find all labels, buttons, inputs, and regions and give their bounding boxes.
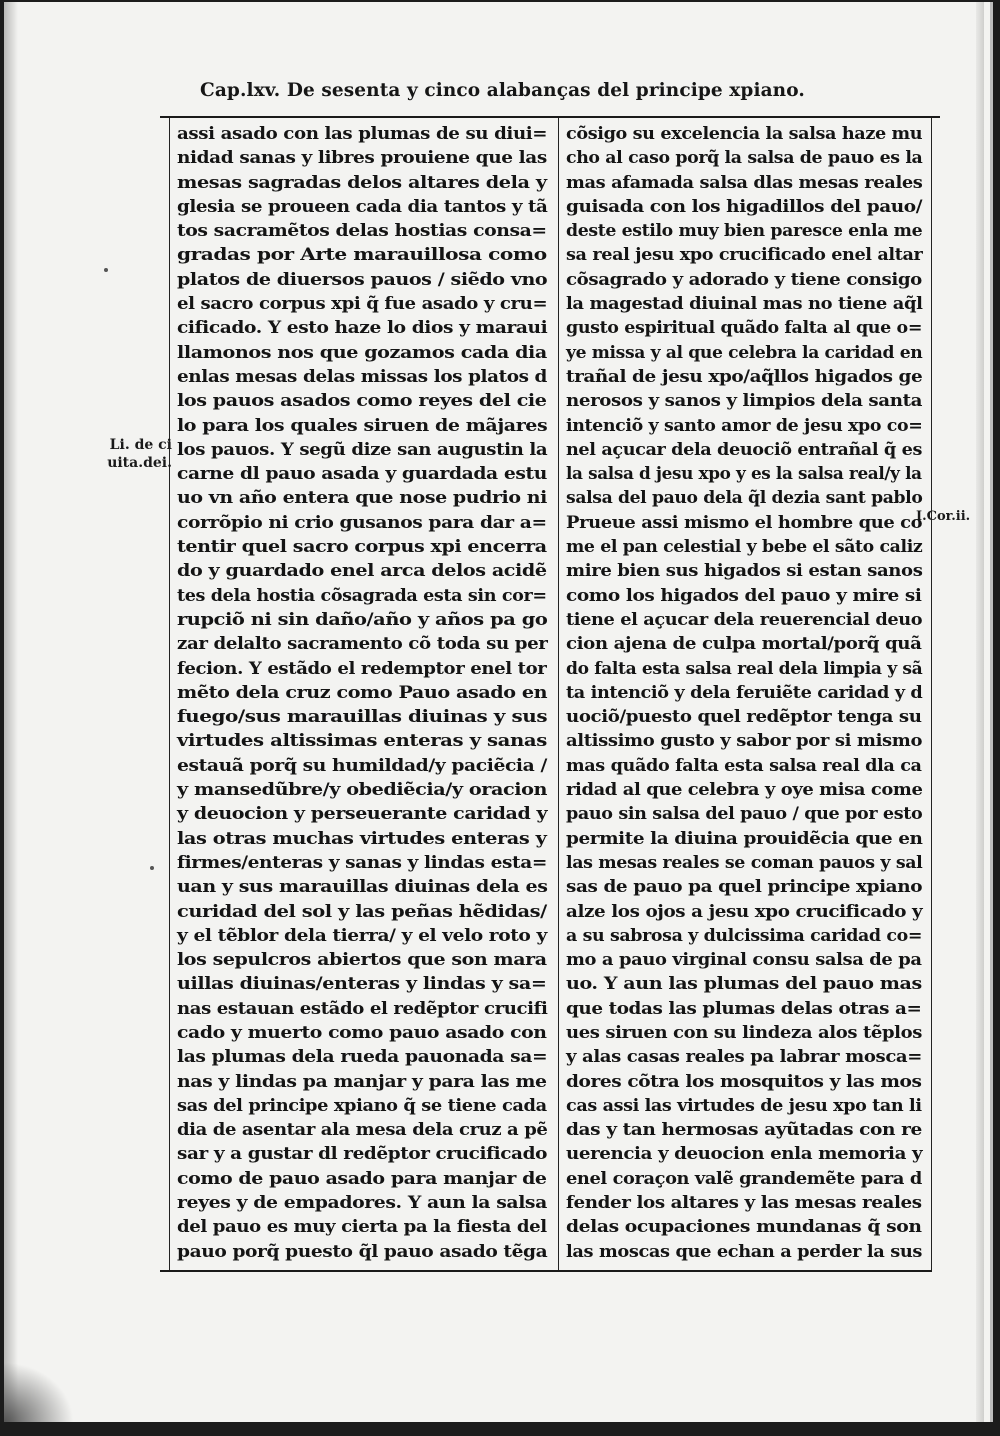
text-line: cificado. Y esto haze lo dios y maraui bbox=[177, 318, 548, 338]
text-line: y deuocion y perseuerante caridad y bbox=[177, 804, 548, 824]
ink-speck bbox=[150, 866, 154, 870]
text-line: mesas sagradas delos altares dela y bbox=[177, 172, 547, 192]
text-line: curidad del sol y las peñas hẽdidas/ bbox=[177, 901, 547, 921]
text-line: ridad al que celebra y oye misa come bbox=[566, 780, 923, 800]
text-line: la magestad diuinal mas no tiene aq̃l bbox=[566, 294, 923, 314]
text-line: das y tan hermosas ayũtadas con re bbox=[566, 1120, 922, 1140]
text-line: uerencia y deuocion enla memoria y bbox=[566, 1144, 923, 1164]
text-line: que todas las plumas delas otras a= bbox=[566, 998, 922, 1018]
text-line: permite la diuina prouidẽcia que en bbox=[566, 828, 923, 848]
right-text-column bbox=[566, 122, 922, 1264]
text-line: nerosos y sanos y limpios dela santa bbox=[566, 391, 923, 411]
text-line: sas del principe xpiano q̃ se tiene cada bbox=[177, 1095, 547, 1115]
text-line: ye missa y al que celebra la caridad en bbox=[566, 342, 923, 362]
text-line: sas de pauo pa quel principe xpiano bbox=[566, 877, 923, 897]
margin-note-right bbox=[916, 508, 990, 526]
text-line: do y guardado enel arca delos acidẽ bbox=[177, 561, 547, 581]
text-line: mas afamada salsa dlas mesas reales bbox=[566, 172, 923, 192]
text-line: las plumas dela rueda pauonada sa= bbox=[177, 1047, 548, 1067]
margin-note-line: Li. de ci bbox=[109, 437, 172, 453]
thumb-shadow bbox=[4, 1362, 74, 1422]
left-text-column bbox=[177, 122, 547, 1264]
text-line: cas assi las virtudes de jesu xpo tan li bbox=[566, 1095, 922, 1115]
text-line: sar y a gustar dl redẽptor crucificado bbox=[177, 1144, 547, 1164]
text-line: a su sabrosa y dulcissima caridad co= bbox=[566, 925, 923, 945]
text-line: lo para los quales siruen de mãjares bbox=[177, 415, 548, 435]
text-line: salsa del pauo dela q̃l dezia sant pablo bbox=[566, 488, 923, 508]
ink-speck bbox=[104, 268, 108, 272]
margin-note-line: uita.dei. bbox=[107, 455, 172, 471]
text-line: dores cõtra los mosquitos y las mos bbox=[566, 1071, 922, 1091]
text-line: tes dela hostia cõsagrada esta sin cor= bbox=[177, 585, 547, 605]
text-line: platos de diuersos pauos / siẽdo vno bbox=[177, 269, 548, 289]
text-line: uociõ/puesto quel redẽptor tenga su bbox=[566, 707, 922, 727]
text-line: uillas diuinas/enteras y lindas y sa= bbox=[177, 974, 547, 994]
text-line: los sepulcros abiertos que son mara bbox=[177, 950, 547, 970]
text-line: delas ocupaciones mundanas q̃ son bbox=[566, 1217, 922, 1237]
text-line: dia de asentar ala mesa dela cruz a pẽ bbox=[177, 1120, 548, 1140]
text-line: fender los altares y las mesas reales bbox=[566, 1193, 922, 1213]
text-line: nas y lindas pa manjar y para las me bbox=[177, 1071, 547, 1091]
text-line: me el pan celestial y bebe el sãto caliz bbox=[566, 537, 923, 557]
header-rule bbox=[160, 116, 940, 118]
footer-rule bbox=[160, 1270, 932, 1272]
text-line: ta intenciõ y dela feruiẽte caridad y d bbox=[566, 682, 923, 702]
text-line: el sacro corpus xpi q̃ fue asado y cru= bbox=[177, 294, 548, 314]
text-line: y mansedũbre/y obediẽcia/y oracion bbox=[177, 780, 548, 800]
text-line: del pauo es muy cierta pa la fiesta del bbox=[177, 1217, 547, 1237]
text-line: cado y muerto como pauo asado con bbox=[177, 1022, 547, 1042]
text-line: llamonos nos que gozamos cada dia bbox=[177, 342, 547, 362]
text-line: firmes/enteras y sanas y lindas esta= bbox=[177, 852, 547, 872]
text-line: ues siruen con su lindeza alos tẽplos bbox=[566, 1022, 922, 1042]
text-line: y el tẽblor dela tierra/ y el velo roto y bbox=[177, 925, 547, 945]
text-line: glesia se proueen cada dia tantos y tã bbox=[177, 196, 548, 216]
text-line: pauo sin salsa del pauo / que por esto bbox=[566, 804, 923, 824]
text-line: nidad sanas y libres prouiene que las bbox=[177, 148, 547, 168]
text-line: pauo porq̃ puesto q̃l pauo asado tẽga bbox=[177, 1241, 548, 1261]
text-line: assi asado con las plumas de su diui= bbox=[177, 124, 548, 143]
text-line: los pauos asados como reyes del cie bbox=[177, 391, 547, 411]
text-line: cõsagrado y adorado y tiene consigo bbox=[566, 269, 922, 289]
text-line: las otras muchas virtudes enteras y bbox=[177, 828, 547, 848]
text-line: virtudes altissimas enteras y sanas bbox=[177, 731, 547, 751]
text-line: gradas por Arte marauillosa como bbox=[177, 245, 547, 265]
text-line: la salsa d jesu xpo y es la salsa real/y la bbox=[566, 464, 922, 484]
text-line: estauã porq̃ su humildad/y paciẽcia / bbox=[177, 755, 547, 775]
text-line: mas quãdo falta esta salsa real dla ca bbox=[566, 755, 922, 775]
text-line: cion ajena de culpa mortal/porq̃ quã bbox=[566, 634, 922, 654]
left-column-rule bbox=[169, 118, 170, 1270]
text-line: guisada con los higadillos del pauo/ bbox=[566, 196, 923, 216]
running-head: Cap.lxv. De sesenta y cinco alabanças del principe xpiano. bbox=[200, 80, 805, 101]
text-line: alze los ojos a jesu xpo crucificado y bbox=[566, 901, 923, 921]
text-line: gusto espiritual quãdo falta al que o= bbox=[566, 318, 923, 338]
text-line: enlas mesas delas missas los platos d bbox=[177, 366, 547, 386]
page-edge bbox=[976, 2, 984, 1422]
text-line: mẽto dela cruz como Pauo asado en bbox=[177, 682, 548, 702]
text-line: nel açucar dela deuociõ entrañal q̃ es bbox=[566, 439, 922, 459]
margin-note-left bbox=[100, 436, 172, 472]
text-line: tiene el açucar dela reuerencial deuo bbox=[566, 609, 923, 629]
text-line: las mesas reales se coman pauos y sal bbox=[566, 852, 923, 872]
text-line: cho al caso porq̃ la salsa de pauo es la bbox=[566, 148, 923, 168]
text-line: trañal de jesu xpo/aq̃llos higados ge bbox=[566, 366, 923, 386]
text-line: tos sacramẽtos delas hostias consa= bbox=[177, 221, 547, 241]
right-column-rule bbox=[931, 118, 932, 1270]
center-column-rule bbox=[558, 118, 559, 1270]
text-line: cõsigo su excelencia la salsa haze mu bbox=[566, 124, 923, 143]
text-line: corrõpio ni crio gusanos para dar a= bbox=[177, 512, 547, 532]
text-line: fecion. Y estãdo el redemptor enel tor bbox=[177, 658, 547, 678]
text-line: reyes y de empadores. Y aun la salsa bbox=[177, 1193, 547, 1213]
text-line: altissimo gusto y sabor por si mismo bbox=[566, 731, 923, 751]
text-line: nas estauan estãdo el redẽptor crucifi bbox=[177, 998, 548, 1018]
text-line: uo vn año entera que nose pudrio ni bbox=[177, 488, 547, 508]
margin-note-line: I.Cor.ii. bbox=[916, 509, 971, 524]
text-line: uan y sus marauillas diuinas dela es bbox=[177, 877, 548, 897]
text-line: deste estilo muy bien paresce enla me bbox=[566, 221, 923, 241]
text-line: como los higados del pauo y mire si bbox=[566, 585, 922, 605]
text-line: las moscas que echan a perder la sus bbox=[566, 1241, 923, 1261]
spine-shadow bbox=[4, 2, 18, 1422]
text-line: do falta esta salsa real dela limpia y sã bbox=[566, 658, 923, 678]
text-line: enel coraçon valẽ grandemẽte para d bbox=[566, 1168, 922, 1188]
text-line: y alas casas reales pa labrar mosca= bbox=[566, 1047, 922, 1067]
text-line: zar delalto sacramento cõ toda su per bbox=[177, 634, 548, 654]
text-line: fuego/sus marauillas diuinas y sus bbox=[177, 707, 548, 727]
text-line: carne dl pauo asada y guardada estu bbox=[177, 464, 547, 484]
text-line: Prueue assi mismo el hombre que co bbox=[566, 512, 923, 532]
text-line: sa real jesu xpo crucificado enel altar bbox=[566, 245, 923, 265]
text-line: como de pauo asado para manjar de bbox=[177, 1168, 547, 1188]
text-line: mire bien sus higados si estan sanos bbox=[566, 561, 923, 581]
text-line: mo a pauo virginal consu salsa de pa bbox=[566, 950, 922, 970]
text-line: tentir quel sacro corpus xpi encerra bbox=[177, 537, 547, 557]
text-line: rupciõ ni sin daño/año y años pa go bbox=[177, 609, 548, 629]
text-line: los pauos. Y segũ dize san augustin la bbox=[177, 439, 548, 459]
text-line: intenciõ y santo amor de jesu xpo co= bbox=[566, 415, 923, 435]
text-line: uo. Y aun las plumas del pauo mas bbox=[566, 974, 922, 994]
